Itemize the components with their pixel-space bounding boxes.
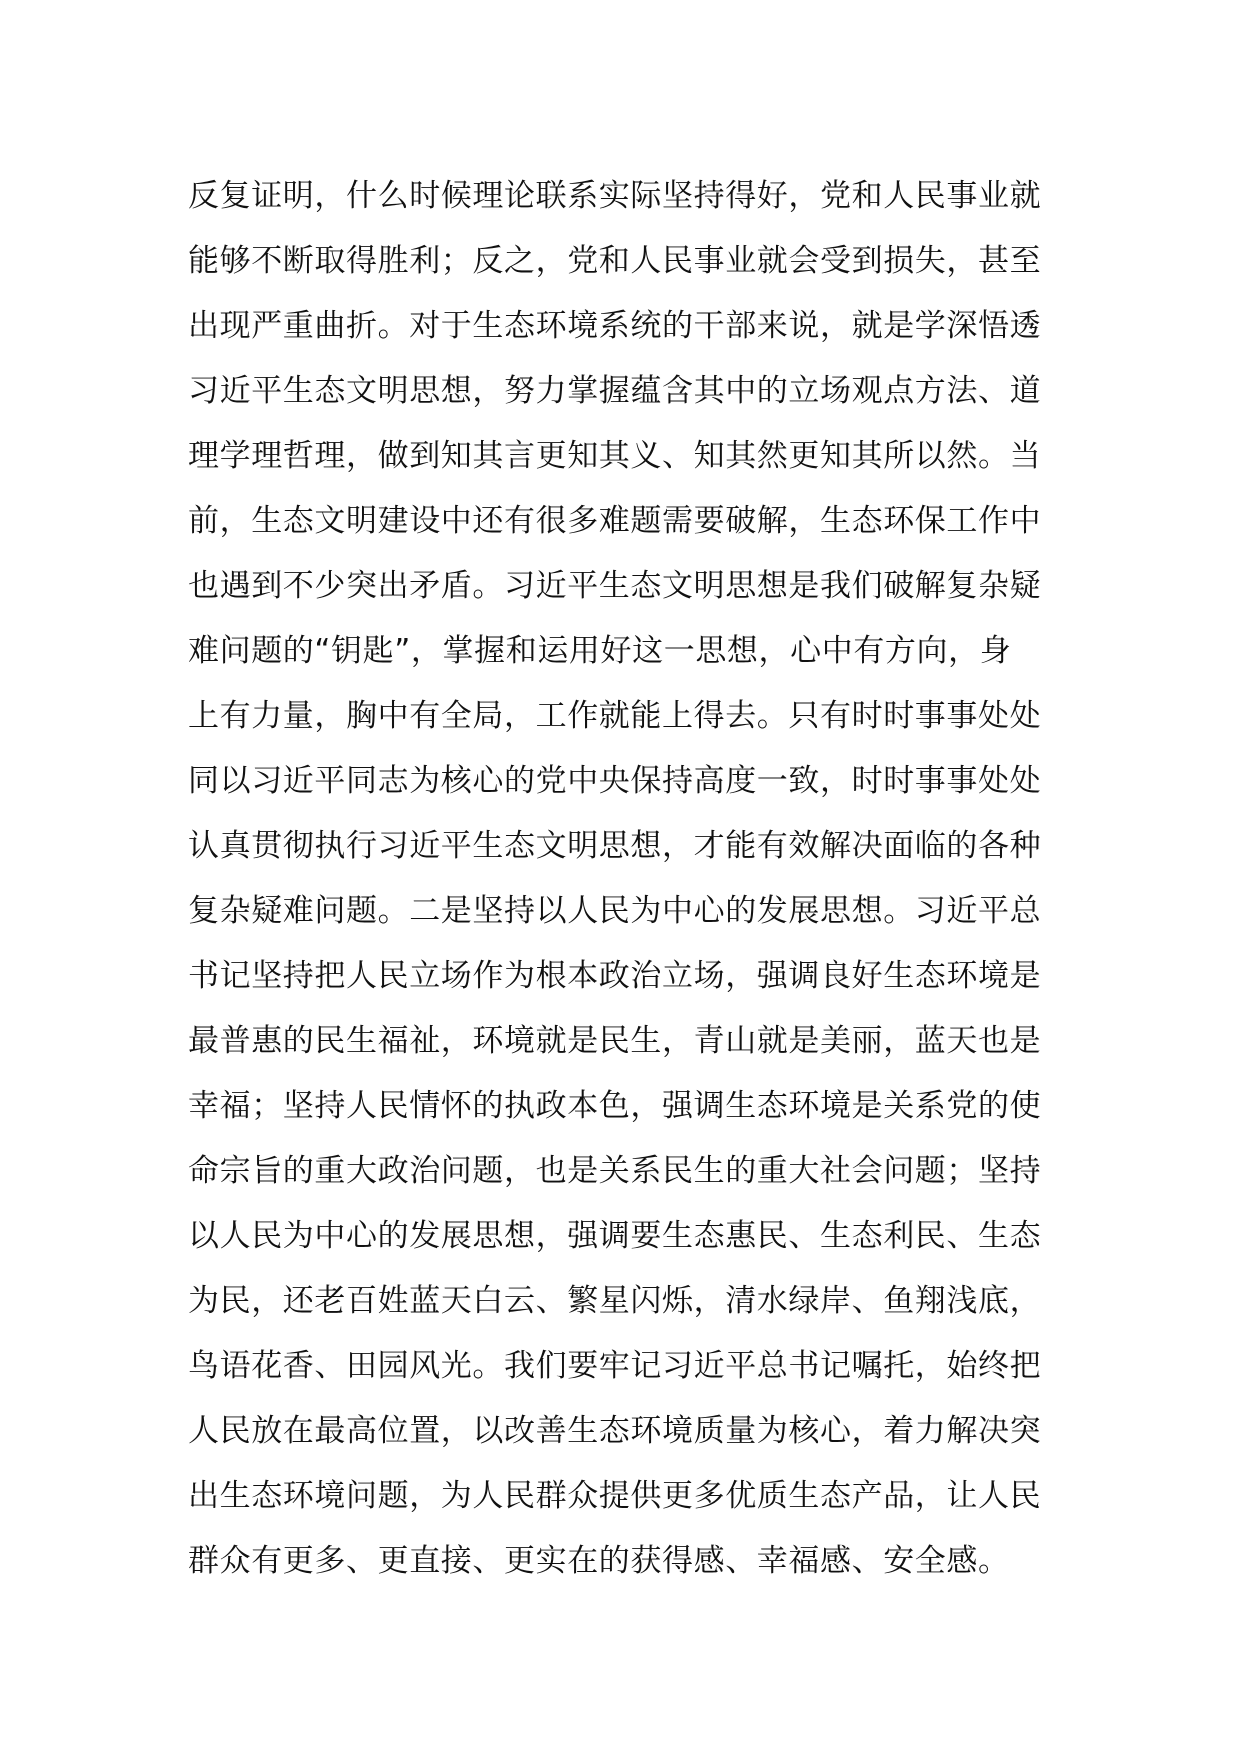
text-line: 上有力量，胸中有全局，工作就能上得去。只有时时事事处处 <box>188 698 1042 734</box>
text-line: 出现严重曲折。对于生态环境系统的干部来说，就是学深悟透 <box>188 308 1042 344</box>
text-line: 复杂疑难问题。二是坚持以人民为中心的发展思想。习近平总 <box>188 893 1042 929</box>
text-line: 鸟语花香、田园风光。我们要牢记习近平总书记嘱托，始终把 <box>188 1348 1042 1384</box>
text-line: 书记坚持把人民立场作为根本政治立场，强调良好生态环境是 <box>188 958 1042 994</box>
text-line: 习近平生态文明思想，努力掌握蕴含其中的立场观点方法、道 <box>188 373 1042 409</box>
text-line: 以人民为中心的发展思想，强调要生态惠民、生态利民、生态 <box>188 1218 1042 1254</box>
text-line: 理学理哲理，做到知其言更知其义、知其然更知其所以然。当 <box>188 438 1042 474</box>
text-line: 前，生态文明建设中还有很多难题需要破解，生态环保工作中 <box>188 503 1042 539</box>
text-line: 同以习近平同志为核心的党中央保持高度一致，时时事事处处 <box>188 763 1042 799</box>
text-line: 出生态环境问题，为人民群众提供更多优质生态产品，让人民 <box>188 1478 1042 1514</box>
text-line: 反复证明，什么时候理论联系实际坚持得好，党和人民事业就 <box>188 178 1042 214</box>
text-line: 认真贯彻执行习近平生态文明思想，才能有效解决面临的各种 <box>188 828 1042 864</box>
text-line: 幸福；坚持人民情怀的执政本色，强调生态环境是关系党的使 <box>188 1088 1042 1124</box>
text-line: 命宗旨的重大政治问题，也是关系民生的重大社会问题；坚持 <box>188 1153 1042 1189</box>
text-line: 能够不断取得胜利；反之，党和人民事业就会受到损失，甚至 <box>188 243 1042 279</box>
text-line: 人民放在最高位置，以改善生态环境质量为核心，着力解决突 <box>188 1413 1042 1449</box>
text-line: 难问题的“钥匙”，掌握和运用好这一思想，心中有方向，身 <box>188 633 1012 669</box>
text-line: 为民，还老百姓蓝天白云、繁星闪烁，清水绿岸、鱼翔浅底， <box>188 1283 1042 1319</box>
body-paragraph <box>188 164 1068 1594</box>
text-line: 也遇到不少突出矛盾。习近平生态文明思想是我们破解复杂疑 <box>188 568 1042 604</box>
text-line: 群众有更多、更直接、更实在的获得感、幸福感、安全感。 <box>188 1543 1010 1579</box>
text-line: 最普惠的民生福祉，环境就是民生，青山就是美丽，蓝天也是 <box>188 1023 1042 1059</box>
